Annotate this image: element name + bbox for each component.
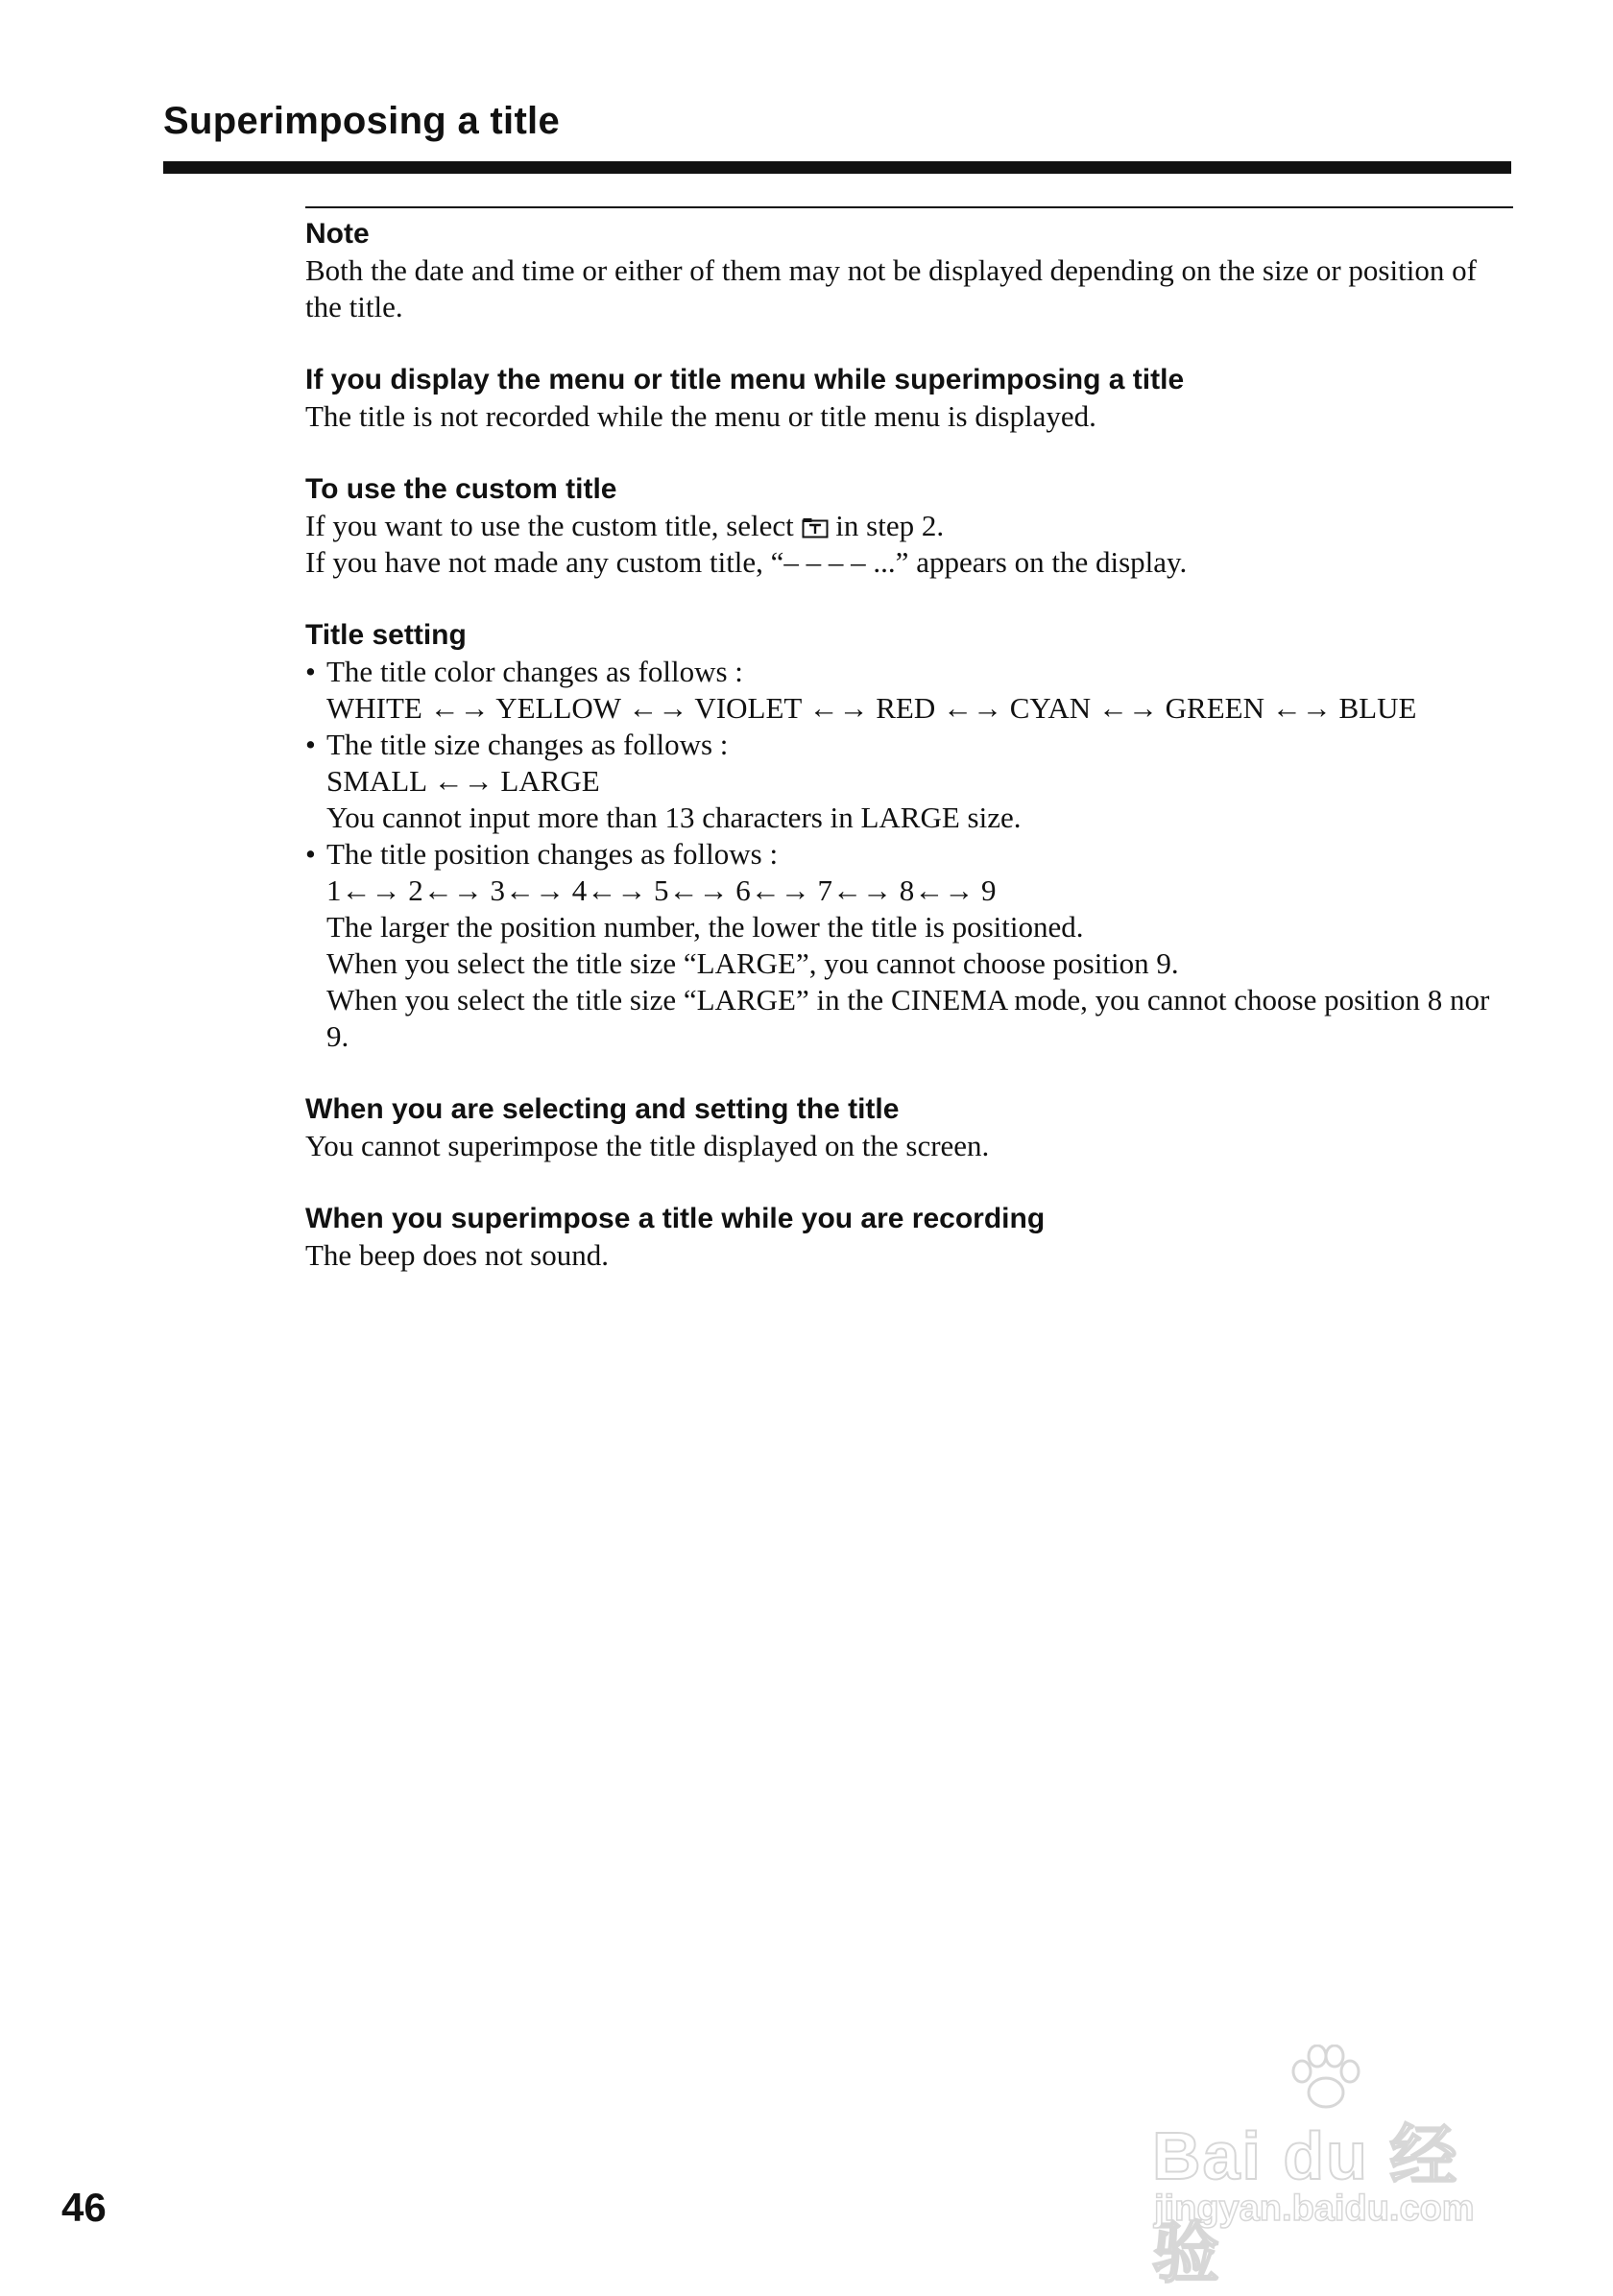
position-note-1: The larger the position number, the lower the title is positioned.: [326, 910, 1084, 944]
color-sequence: WHITE ←→ YELLOW ←→ VIOLET ←→ RED ←→ CYAN ←→ GREEN ←→ BLUE: [326, 691, 1417, 725]
title-rule: [163, 161, 1511, 174]
custom-title-line1-after: in step 2.: [835, 509, 945, 542]
custom-title-heading: To use the custom title: [305, 473, 617, 505]
custom-title-line2: If you have not made any custom title, “– – – – ...” appears on the display.: [305, 545, 1188, 579]
custom-title-icon: [802, 517, 829, 538]
watermark-url: jingyan.baidu.com: [1154, 2188, 1475, 2229]
position-note-3: When you select the title size “LARGE” in the CINEMA mode, you cannot choose position 8 nor 9.: [326, 983, 1490, 1053]
bullet-dot: •: [305, 837, 316, 871]
selecting-text: You cannot superimpose the title displayed on the screen.: [305, 1129, 990, 1162]
size-sequence: SMALL ←→ LARGE: [326, 764, 600, 798]
recording-block: [305, 1201, 1513, 1274]
menu-display-block: [305, 362, 1513, 435]
page-number: 46: [61, 2185, 107, 2230]
custom-title-block: [305, 471, 1513, 581]
menu-display-heading: If you display the menu or title menu while superimposing a title: [305, 364, 1185, 395]
position-intro: The title position changes as follows :: [326, 837, 779, 871]
title-setting-heading: Title setting: [305, 619, 467, 651]
color-intro: The title color changes as follows :: [326, 655, 743, 688]
page-title: Superimposing a title: [163, 100, 561, 142]
recording-heading: When you superimpose a title while you are recording: [305, 1203, 1046, 1234]
content: [305, 206, 1513, 1310]
watermark-brand: Bai du 经验: [1152, 2118, 1459, 2290]
title-setting-block: [305, 617, 1513, 1055]
menu-display-text: The title is not recorded while the menu or title menu is displayed.: [305, 399, 1096, 433]
recording-text: The beep does not sound.: [305, 1238, 609, 1272]
position-note-2: When you select the title size “LARGE”, you cannot choose position 9.: [326, 946, 1179, 980]
custom-title-line1: [305, 508, 1513, 544]
color-bullet: [305, 654, 1513, 727]
position-bullet: [305, 836, 1513, 1055]
note-text: Both the date and time or either of them may not be displayed depending on the size or position of the title.: [305, 253, 1477, 323]
selecting-block: [305, 1091, 1513, 1164]
selecting-heading: When you are selecting and setting the title: [305, 1093, 900, 1125]
position-sequence: 1←→ 2←→ 3←→ 4←→ 5←→ 6←→ 7←→ 8←→ 9: [326, 873, 997, 907]
baidu-watermark: [1143, 2045, 1527, 2290]
size-bullet: [305, 727, 1513, 836]
note-heading: Note: [305, 218, 370, 250]
note-block: [305, 216, 1513, 325]
bullet-dot: •: [305, 728, 316, 761]
size-intro: The title size changes as follows :: [326, 728, 729, 761]
custom-title-line1-before: If you want to use the custom title, select: [305, 509, 794, 542]
size-note: You cannot input more than 13 characters in LARGE size.: [326, 801, 1022, 834]
bullet-dot: •: [305, 655, 316, 688]
